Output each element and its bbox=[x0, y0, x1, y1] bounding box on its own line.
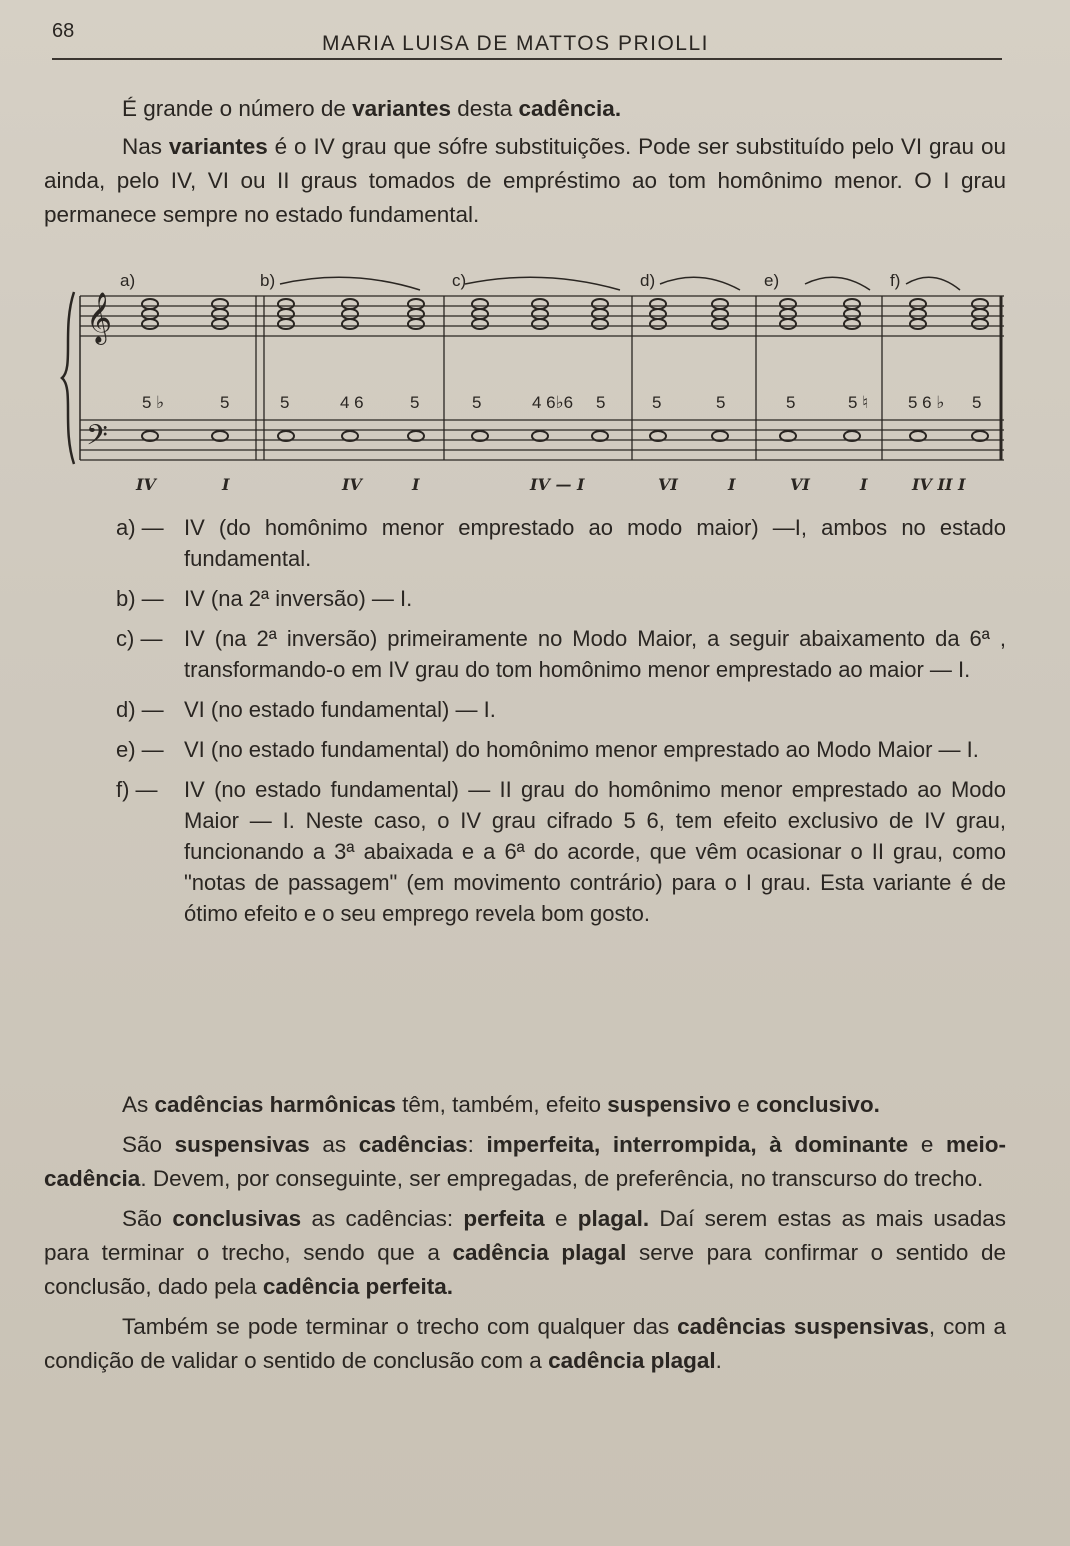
emphasis-run: suspensivas bbox=[174, 1132, 310, 1157]
bass-clef-icon: 𝄢 bbox=[86, 419, 108, 459]
figure-label: 5 6 ♭ bbox=[908, 393, 945, 412]
barlines bbox=[256, 296, 1001, 460]
slur bbox=[465, 277, 620, 290]
emphasis-run: conclusivo. bbox=[756, 1092, 880, 1117]
treble-note bbox=[278, 299, 294, 309]
treble-note bbox=[972, 309, 988, 319]
variant-label: e) — bbox=[116, 737, 164, 762]
emphasis-run: cadências suspensivas bbox=[677, 1314, 929, 1339]
text-run: . Devem, por conseguinte, ser empregadas, de preferência, no transcurso do trecho. bbox=[140, 1166, 984, 1191]
treble-note bbox=[142, 309, 158, 319]
figure-label: 5 bbox=[472, 393, 482, 412]
intro-paragraph-2 bbox=[44, 130, 1006, 232]
degree-label: IV bbox=[342, 475, 362, 494]
slur bbox=[906, 277, 960, 290]
running-head-author: MARIA LUISA DE MATTOS PRIOLLI bbox=[322, 32, 709, 55]
treble-note bbox=[972, 319, 988, 329]
text-run: Também se pode terminar o trecho com qualquer das bbox=[122, 1314, 678, 1339]
intro-paragraph-1 bbox=[44, 92, 1006, 126]
figure-label: 5 bbox=[280, 393, 290, 412]
variant-item-f bbox=[116, 774, 1006, 929]
example-label-f: f) bbox=[890, 271, 901, 290]
slur bbox=[280, 277, 420, 290]
figure-label: 5 bbox=[596, 393, 606, 412]
treble-note bbox=[408, 319, 424, 329]
example-label-c: c) bbox=[452, 271, 467, 290]
treble-note bbox=[592, 319, 608, 329]
closing-paragraph-1 bbox=[44, 1088, 1006, 1122]
variant-text: VI (no estado fundamental) — I. bbox=[184, 697, 496, 722]
treble-note bbox=[342, 319, 358, 329]
figure-label: 5 bbox=[972, 393, 982, 412]
emphasis-run: suspensivo bbox=[607, 1092, 732, 1117]
degree-label: I bbox=[412, 475, 420, 494]
treble-note bbox=[712, 309, 728, 319]
degree-label: IV II I bbox=[912, 475, 966, 494]
text-run: desta bbox=[450, 96, 519, 121]
treble-note bbox=[408, 299, 424, 309]
treble-note bbox=[212, 319, 228, 329]
treble-note bbox=[712, 319, 728, 329]
variant-text: VI (no estado fundamental) do homônimo menor emprestado ao Modo Maior — I. bbox=[184, 737, 979, 762]
treble-note bbox=[844, 309, 860, 319]
degree-label: I bbox=[728, 475, 736, 494]
variant-label: d) — bbox=[116, 697, 164, 722]
example-label-e: e) bbox=[764, 271, 780, 290]
variant-list bbox=[116, 512, 1006, 938]
figure-label: 5 ♭ bbox=[142, 393, 165, 412]
treble-note bbox=[472, 319, 488, 329]
treble-note bbox=[532, 299, 548, 309]
treble-note bbox=[532, 319, 548, 329]
figure-label: 5 bbox=[220, 393, 230, 412]
closing-text bbox=[44, 1088, 1006, 1378]
emphasis-run: cadência plagal bbox=[452, 1240, 627, 1265]
treble-note bbox=[212, 309, 228, 319]
variant-item-e bbox=[116, 734, 1006, 765]
example-label-b: b) bbox=[260, 271, 276, 290]
emphasis-run: cadência perfeita. bbox=[262, 1274, 454, 1299]
emphasis-run: meio-cadência bbox=[44, 1132, 1006, 1191]
degree-label: VI bbox=[790, 475, 810, 494]
emphasis-run: cadências harmônicas bbox=[154, 1092, 396, 1117]
emphasis-run: variantes bbox=[352, 96, 451, 121]
text-run: e bbox=[908, 1132, 946, 1157]
variant-text: IV (no estado fundamental) — II grau do homônimo menor emprestado ao Modo Maior — I. Neste caso, o IV grau cifrado 5 6, tem efeito exclusivo de IV grau, funcionando a 3ª abaixada e a 6ª do acorde, que vêm ocasionar o II grau, como "notas de passagem" (em movimento contrário) para o I grau. Esta variante é de ótimo efeito e o seu emprego revela bom gosto. bbox=[184, 777, 1006, 926]
music-example bbox=[60, 268, 1008, 500]
treble-note bbox=[278, 319, 294, 329]
text-run: , com a condição de validar o sentido de conclusão com a bbox=[44, 1314, 1006, 1373]
intro-text bbox=[44, 92, 1006, 232]
treble-note bbox=[910, 319, 926, 329]
degree-label: I bbox=[860, 475, 868, 494]
text-run: É grande o número de bbox=[122, 96, 353, 121]
text-run: serve para confirmar o sentido de conclusão, dado pela bbox=[44, 1240, 1006, 1299]
degree-label: I bbox=[222, 475, 230, 494]
variant-text: IV (na 2ª inversão) — I. bbox=[184, 586, 413, 611]
variant-text: IV (do homônimo menor emprestado ao modo maior) —I, ambos no estado fundamental. bbox=[184, 515, 1006, 571]
slur bbox=[805, 277, 870, 290]
example-label-a: a) bbox=[120, 271, 136, 290]
treble-note bbox=[650, 299, 666, 309]
emphasis-run: perfeita bbox=[463, 1206, 545, 1231]
figure-label: 5 bbox=[786, 393, 796, 412]
treble-note bbox=[844, 319, 860, 329]
emphasis-run: cadências bbox=[358, 1132, 468, 1157]
treble-staff bbox=[80, 296, 1004, 336]
treble-note bbox=[910, 309, 926, 319]
variant-item-c bbox=[116, 623, 1006, 685]
treble-note bbox=[212, 299, 228, 309]
text-run: Nas bbox=[122, 134, 169, 159]
treble-note bbox=[142, 299, 158, 309]
treble-note bbox=[278, 309, 294, 319]
text-run: São bbox=[122, 1132, 175, 1157]
treble-note bbox=[844, 299, 860, 309]
treble-note bbox=[780, 299, 796, 309]
treble-note bbox=[592, 299, 608, 309]
slur bbox=[660, 277, 740, 290]
treble-note bbox=[342, 299, 358, 309]
treble-note bbox=[532, 309, 548, 319]
emphasis-run: imperfeita, interrompida, à dominante bbox=[486, 1132, 909, 1157]
variant-label: b) — bbox=[116, 586, 164, 611]
text-run: é o IV grau que sófre substituições. Pode ser substituído pelo VI grau ou ainda, pelo IV, VI ou II graus tomados de empréstimo ao tom homônimo menor. O I grau permanece sempre no estado fundamental. bbox=[44, 134, 1007, 227]
slurs bbox=[280, 277, 960, 290]
degree-labels bbox=[135, 475, 966, 494]
header-rule bbox=[52, 58, 1002, 60]
emphasis-run: cadência plagal bbox=[548, 1348, 716, 1373]
text-run: As bbox=[122, 1092, 155, 1117]
figure-label: 4 6♭6 bbox=[532, 393, 574, 412]
treble-note bbox=[472, 299, 488, 309]
emphasis-run: plagal. bbox=[577, 1206, 650, 1231]
page-number: 68 bbox=[52, 20, 75, 42]
text-run: e bbox=[544, 1206, 578, 1231]
figure-label: 5 bbox=[410, 393, 420, 412]
variant-item-a bbox=[116, 512, 1006, 574]
treble-note bbox=[650, 319, 666, 329]
variant-item-d bbox=[116, 694, 1006, 725]
variant-label: a) — bbox=[116, 515, 164, 540]
treble-note bbox=[780, 319, 796, 329]
text-run: têm, também, efeito bbox=[395, 1092, 608, 1117]
treble-note bbox=[342, 309, 358, 319]
text-run: . bbox=[715, 1348, 722, 1373]
brace bbox=[62, 292, 74, 464]
emphasis-run: variantes bbox=[168, 134, 268, 159]
text-run: as cadências: bbox=[301, 1206, 464, 1231]
treble-note bbox=[408, 309, 424, 319]
treble-note bbox=[910, 299, 926, 309]
example-label-d: d) bbox=[640, 271, 656, 290]
treble-note bbox=[972, 299, 988, 309]
figure-label: 5 ♮ bbox=[848, 393, 869, 412]
treble-note bbox=[142, 319, 158, 329]
emphasis-run: cadência. bbox=[518, 96, 622, 121]
text-run: Daí serem estas as mais usadas para terminar o trecho, sendo que a bbox=[44, 1206, 1006, 1265]
treble-note bbox=[650, 309, 666, 319]
degree-label: VI bbox=[658, 475, 678, 494]
closing-paragraph-2 bbox=[44, 1128, 1006, 1196]
degree-label: IV bbox=[136, 475, 156, 494]
text-run: : bbox=[467, 1132, 487, 1157]
variant-label: f) — bbox=[116, 777, 158, 802]
closing-paragraph-3 bbox=[44, 1202, 1006, 1304]
degree-label: IV — I bbox=[530, 475, 585, 494]
text-run: e bbox=[731, 1092, 757, 1117]
figure-label: 5 bbox=[652, 393, 662, 412]
figure-label: 5 bbox=[716, 393, 726, 412]
figure-label: 4 6 bbox=[340, 393, 364, 412]
figured-bass bbox=[142, 393, 981, 412]
closing-paragraph-4 bbox=[44, 1310, 1006, 1378]
text-run: São bbox=[122, 1206, 173, 1231]
treble-note bbox=[712, 299, 728, 309]
treble-note bbox=[592, 309, 608, 319]
text-run: as bbox=[309, 1132, 359, 1157]
variant-label: c) — bbox=[116, 626, 163, 651]
treble-note bbox=[780, 309, 796, 319]
emphasis-run: conclusivas bbox=[172, 1206, 302, 1231]
page-header bbox=[52, 14, 1002, 64]
treble-note bbox=[472, 309, 488, 319]
variant-item-b bbox=[116, 583, 1006, 614]
treble-clef-icon: 𝄞 bbox=[86, 292, 113, 343]
variant-text: IV (na 2ª inversão) primeiramente no Modo Maior, a seguir abaixamento da 6ª , transformando-o em IV grau do tom homônimo menor emprestado ao maior — I. bbox=[184, 626, 1006, 682]
